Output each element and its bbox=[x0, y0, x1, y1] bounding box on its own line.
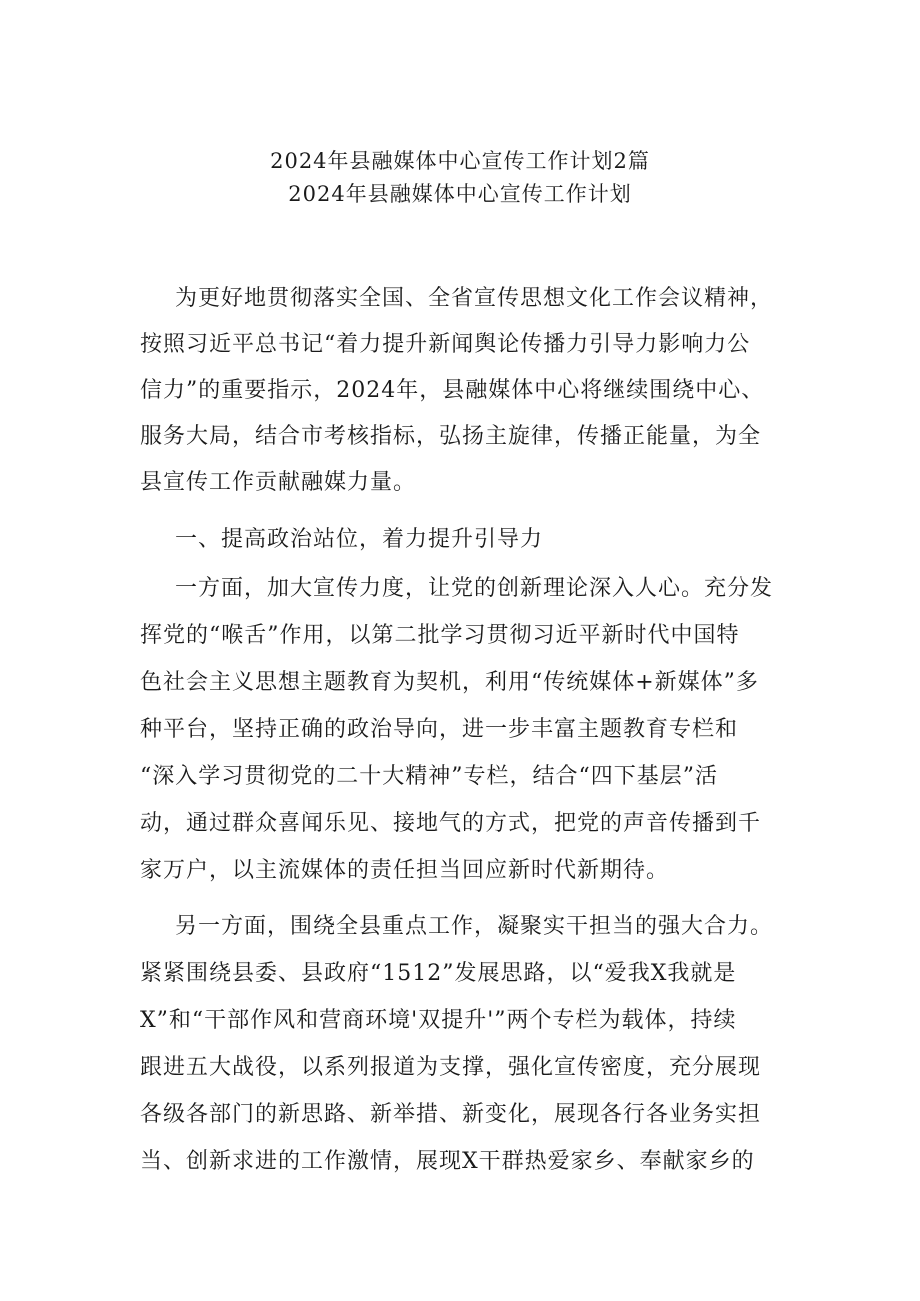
paragraph-line: 按照习近平总书记“着力提升新闻舆论传播力引导力影响力公 bbox=[140, 332, 751, 357]
paragraph-line: 一方面，加大宣传力度，让党的创新理论深入人心。充分发 bbox=[175, 576, 774, 601]
paragraph-line: 为更好地贯彻落实全国、全省宣传思想文化工作会议精神， bbox=[175, 286, 774, 311]
paragraph-line: “深入学习贯彻党的二十大精神”专栏，结合“四下基层”活 bbox=[140, 764, 718, 789]
paragraph-line: 另一方面，围绕全县重点工作，凝聚实干担当的强大合力。 bbox=[175, 914, 774, 939]
paragraph-line: 跟进五大战役，以系列报道为支撑，强化宣传密度，充分展现 bbox=[140, 1055, 762, 1080]
paragraph-line: 各级各部门的新思路、新举措、新变化，展现各行各业务实担 bbox=[140, 1102, 762, 1127]
paragraph-line: 家万户，以主流媒体的责任担当回应新时代新期待。 bbox=[140, 858, 670, 883]
section-heading: 一、提高政治站位，着力提升引导力 bbox=[175, 527, 544, 552]
paragraph-line: 当、创新求进的工作激情，展现X干群热爱家乡、奉献家乡的 bbox=[140, 1149, 755, 1174]
paragraph-line: 动，通过群众喜闻乐见、接地气的方式，把党的声音传播到千 bbox=[140, 811, 762, 836]
paragraph-line: X”和“干部作风和营商环境'双提升'”两个专栏为载体，持续 bbox=[140, 1008, 737, 1033]
paragraph-line: 紧紧围绕县委、县政府“1512”发展思路，以“爱我X我就是 bbox=[140, 961, 737, 986]
paragraph-line: 挥党的“喉舌”作用，以第二批学习贯彻习近平新时代中国特 bbox=[140, 623, 740, 648]
paragraph-line: 种平台，坚持正确的政治导向，进一步丰富主题教育专栏和 bbox=[140, 717, 739, 742]
document-title: 2024年县融媒体中心宣传工作计划2篇 bbox=[270, 149, 650, 173]
paragraph-line: 县宣传工作贡献融媒力量。 bbox=[140, 470, 417, 495]
paragraph-line: 色社会主义思想主题教育为契机，利用“传统媒体+新媒体”多 bbox=[140, 670, 759, 695]
paragraph-line: 信力”的重要指示，2024年，县融媒体中心将继续围绕中心、 bbox=[140, 378, 765, 403]
paragraph-line: 服务大局，结合市考核指标，弘扬主旋律，传播正能量，为全 bbox=[140, 424, 762, 449]
document-subtitle: 2024年县融媒体中心宣传工作计划 bbox=[288, 182, 632, 206]
